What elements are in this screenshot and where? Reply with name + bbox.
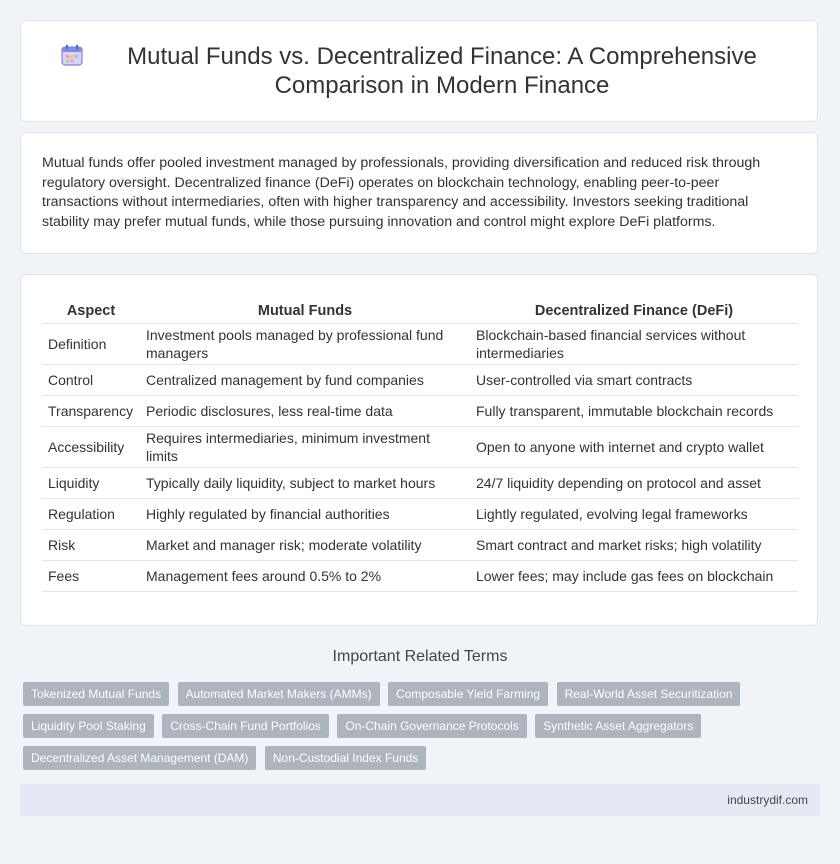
intro-card xyxy=(20,132,818,254)
calendar-icon xyxy=(59,42,85,68)
related-term-tag[interactable]: Cross-Chain Fund Portfolios xyxy=(162,714,329,738)
table-row xyxy=(42,530,798,561)
table-row xyxy=(42,396,798,427)
row-mutual-funds: Market and manager risk; moderate volatility xyxy=(140,530,470,561)
table-row xyxy=(42,365,798,396)
related-term-tag[interactable]: Automated Market Makers (AMMs) xyxy=(178,682,380,706)
table-row xyxy=(42,499,798,530)
row-mutual-funds: Centralized management by fund companies xyxy=(140,365,470,396)
row-aspect: Accessibility xyxy=(42,427,140,468)
row-mutual-funds: Typically daily liquidity, subject to market hours xyxy=(140,468,470,499)
related-term-tag[interactable]: Liquidity Pool Staking xyxy=(23,714,154,738)
comparison-card xyxy=(20,274,818,626)
row-aspect: Regulation xyxy=(42,499,140,530)
related-term-tag[interactable]: Non-Custodial Index Funds xyxy=(265,746,426,770)
table-row xyxy=(42,427,798,468)
intro-text: Mutual funds offer pooled investment managed by professionals, providing diversification and reduced risk through regulatory oversight. Decentralized finance (DeFi) operates on blockchain technology, enabling peer-to-peer transactions without intermediaries, often with higher transparency and accessibility. Investors seeking traditional stability may prefer mutual funds, while those pursuing innovation and control might explore DeFi platforms. xyxy=(42,155,761,230)
footer xyxy=(20,784,820,816)
row-defi: Smart contract and market risks; high volatility xyxy=(470,530,798,561)
table-row xyxy=(42,468,798,499)
related-term-tag[interactable]: Tokenized Mutual Funds xyxy=(23,682,169,706)
row-aspect: Risk xyxy=(42,530,140,561)
header-aspect: Aspect xyxy=(42,297,140,324)
row-aspect: Definition xyxy=(42,324,140,365)
row-aspect: Control xyxy=(42,365,140,396)
header-defi: Decentralized Finance (DeFi) xyxy=(470,297,798,324)
related-term-tag[interactable]: Composable Yield Farming xyxy=(388,682,548,706)
row-mutual-funds: Requires intermediaries, minimum investment limits xyxy=(140,427,470,468)
table-row xyxy=(42,324,798,365)
related-term-tag[interactable]: Synthetic Asset Aggregators xyxy=(535,714,701,738)
table-row xyxy=(42,561,798,592)
row-defi: Lightly regulated, evolving legal frameworks xyxy=(470,499,798,530)
row-defi: 24/7 liquidity depending on protocol and asset xyxy=(470,468,798,499)
row-mutual-funds: Management fees around 0.5% to 2% xyxy=(140,561,470,592)
row-mutual-funds: Highly regulated by financial authorities xyxy=(140,499,470,530)
row-mutual-funds: Investment pools managed by professional fund managers xyxy=(140,324,470,365)
related-terms-title: Important Related Terms xyxy=(332,648,508,665)
related-term-tag[interactable]: Real-World Asset Securitization xyxy=(557,682,741,706)
row-defi: User-controlled via smart contracts xyxy=(470,365,798,396)
title-card xyxy=(20,20,818,122)
related-term-tag[interactable]: Decentralized Asset Management (DAM) xyxy=(23,746,256,770)
row-defi: Open to anyone with internet and crypto wallet xyxy=(470,427,798,468)
row-aspect: Liquidity xyxy=(42,468,140,499)
title-wrap xyxy=(59,42,779,100)
related-term-tag[interactable]: On-Chain Governance Protocols xyxy=(337,714,526,738)
page-title: Mutual Funds vs. Decentralized Finance: A Comprehensive Comparison in Modern Finance xyxy=(127,43,757,99)
related-terms-tags xyxy=(23,682,803,778)
row-mutual-funds: Periodic disclosures, less real-time data xyxy=(140,396,470,427)
row-defi: Lower fees; may include gas fees on blockchain xyxy=(470,561,798,592)
row-aspect: Transparency xyxy=(42,396,140,427)
comparison-table xyxy=(42,297,798,592)
footer-site-link[interactable]: industrydif.com xyxy=(727,793,808,807)
table-header-row xyxy=(42,297,798,324)
row-defi: Blockchain-based financial services without intermediaries xyxy=(470,324,798,365)
header-mutual-funds: Mutual Funds xyxy=(140,297,470,324)
row-aspect: Fees xyxy=(42,561,140,592)
row-defi: Fully transparent, immutable blockchain records xyxy=(470,396,798,427)
